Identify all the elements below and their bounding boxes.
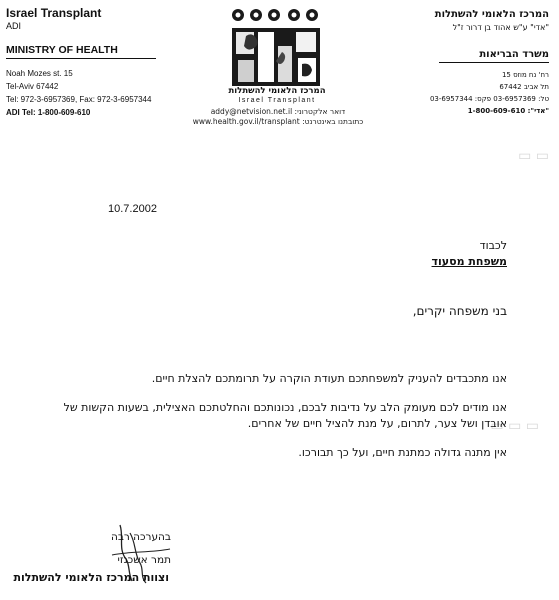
phone-fax-line: Tel: 972-3-6957369, Fax: 972-3-6957344 [6,95,152,104]
hebrew-address-line-1: רח' נח מוזס 15 [501,71,549,79]
org-name-english: Israel Transplant [6,6,102,20]
closing: בהערכה רבה [110,531,171,543]
contact-info [178,107,378,127]
hebrew-phone-fax-line: טל: 03-6957369 פקס: 03-6957344 [429,95,549,103]
org-sub-english: ADI [6,21,22,31]
salutation: לכבוד [479,239,507,252]
bleed-through-mark: ▭ ▭ [518,148,549,164]
letter-date: 10.7.2002 [108,203,157,215]
addressee: משפחת מסעוד [431,255,507,268]
ministry-underline [6,58,156,59]
letterhead-left [6,6,206,119]
israel-transplant-logo-icon [226,6,326,88]
greeting: בני משפחה יקרים, [412,304,507,318]
org-name-hebrew: המרכז הלאומי להשתלות [434,9,549,20]
hebrew-address-line-2: תל אביב 67442 [499,83,549,91]
logo-hebrew-name: המרכז הלאומי להשתלות [228,86,326,96]
ministry-hebrew-underline [439,62,549,63]
signer-name: תמר אשכנזי [117,554,171,566]
ministry-english: MINISTRY OF HEALTH [6,44,118,56]
email-line: דואר אלקטרוני: addy@netvision.net.il [210,107,346,116]
address-line-1: Noah Mozes st. 15 [6,69,73,78]
website-line: כתובתנו באינטרנט: www.health.gov.il/transplant [192,117,364,126]
org-sub-hebrew: "אדי" ע"ש אהוד בן דרור ז"ל [452,23,549,32]
paragraph-3: אין מתנה גדולה כמתנת חיים, ועל כך תבורכו. [298,446,507,459]
ministry-hebrew: משרד הבריאות [479,49,549,60]
paragraph-2: אנו מודים לכם מעומק הלב על נדיבות לבכם, נכונותכם והחלטתכם האצילית, בשעות הקשות של אובדן ושל צער, לתרום, על מנת להציל חיים של אחרים. [63,401,507,430]
bleed-through-mark: ▭ ▭ ▭ [490,418,539,434]
logo-english-name: Israel Transplant [238,97,316,104]
adi-tel-line: ADI Tel: 1-800-609-610 [6,108,91,117]
signer-team: וצוות המרכז הלאומי להשתלות [13,571,169,584]
hebrew-adi-tel-line: "אדי": 1-800-609-610 [467,107,549,115]
paragraph-1: אנו מתכבדים להעניק למשפחתכם תעודת הוקרה על תרומתכם להצלת חיים. [151,372,507,385]
address-line-2: Tel-Aviv 67442 [6,82,59,91]
letterhead-right [379,8,549,117]
